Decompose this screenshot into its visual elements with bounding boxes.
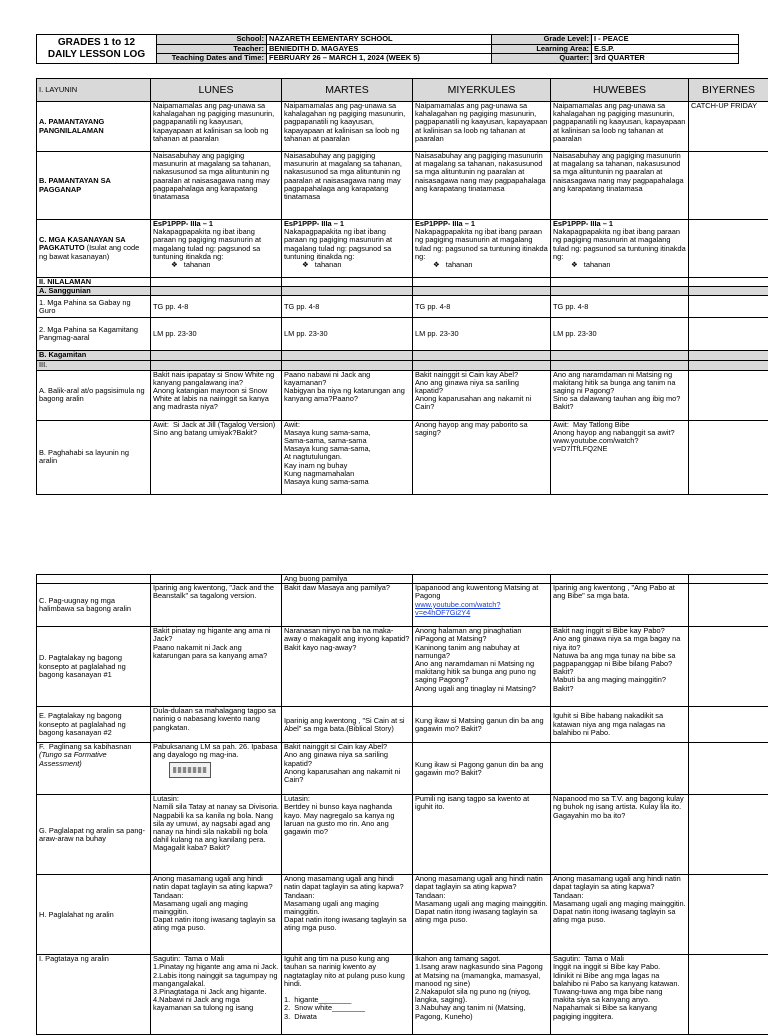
row-label: A. Balik-aral at/o pagsisimula ng bagong aralin [37,370,151,420]
cell-lunes: Iparinig ang kwentong, "Jack and the Beanstalk" sa tagalong version. [151,584,282,627]
row-label: III. [37,361,151,370]
cell-huwebes: Iguhit si Bibe habang nakadikit sa katawan niya ang mga nalagas na balahibo ni Pabo. [551,707,689,743]
cell-martes: Bakit nainggit si Cain kay Abel? Ano ang ginawa niya sa sariling kapatid? Anong kaparusahan ang nakamit ni Cain? [282,743,413,795]
cell-martes: Awit: Masaya kung sama-sama, Sama-sama, sama-sama Masaya kung sama-sama, At nagtutulungan. Kay inam ng buhay Kung nagmamahalan Masaya kung sama-sama [282,420,413,494]
cell-lunes: Naisasabuhay ang pagiging masunurin at magalang sa tahanan, nakasusunod sa mga alituntunin ng paaralan at naisasagawa nang may pagpapahalaga ang karapatang tinatamasa [151,152,282,220]
row-label: II. NILALAMAN [37,278,151,287]
col-lunes: LUNES [151,79,282,102]
row-label-note: (Tungo sa Formative Assessment) [39,751,148,767]
cell-lunes: TG pp. 4-8 [151,296,282,318]
log-title [37,35,157,64]
cell-martes: TG pp. 4-8 [282,296,413,318]
cell-huwebes: Naipamamalas ang pag-unawa sa kahalagahan ng pagiging masunurin, pagpapanatili ng kaayusan, kapayapaan at kalinisan sa loob ng tahanan at paaralan [551,102,689,152]
quarter-label: Quarter: [492,54,592,64]
cell-lunes [151,743,282,795]
cell-huwebes: Naisasabuhay ang pagiging masunurin at magalang sa tahanan, nakasusunod sa mga alituntunin ng paaralan at naisasagawa nang may pagpapahalaga ang karapatang tinatamasa [551,152,689,220]
row-pagtalakay-2 [37,707,768,743]
dates-label: Teaching Dates and Time: [157,54,267,64]
video-instruction: Ipapanood ang kuwentong Matsing at Pagong [415,584,540,601]
cell-lunes: Dula-dulaan sa mahalagang tagpo sa narinig o nabasang kwento nang pangkatan. [151,707,282,743]
cell-martes: Naranasan ninyo na ba na maka-away o makagalit ang inyong kapatid? Bakit kayo nag-away? [282,627,413,707]
row-label [37,220,151,278]
row-paglalapat [37,795,768,875]
area-label: Learning Area: [492,44,592,54]
row-label: I. Pagtataya ng aralin [37,955,151,1035]
cell-lunes: Anong masamang ugali ang hindi natin dapat taglayin sa ating kapwa? Tandaan: Masamang ugali ang maging mainggitin. Dapat natin itong iwasang taglayin sa ating mga puso. [151,875,282,955]
cell-lunes: Awit: Si Jack at Jill (Tagalog Version) Sino ang batang umiyak?Bakit? [151,420,282,494]
row-label-main: F. Paglinang sa kabihasnan [39,743,148,751]
grade-label: Grade Level: [492,35,592,45]
col-layunin: I. LAYUNIN [37,79,151,102]
competency-item: ❖ tahanan [415,260,473,269]
cell-huwebes: Bakit nag inggit si Bibe kay Pabo? Ano ang ginawa niya sa mga bagay na niya ito? Natuwa ba ang mga tunay na bibe sa pagpapanggap ni Bibe bilang Pabo? Bakit? Mabuti ba ang maging mainggitin? Bakit? [551,627,689,707]
row-paglalahat [37,875,768,955]
row-label: G. Paglalapat ng aralin sa pang-araw-araw na buhay [37,795,151,875]
cell-martes: Iguhit ang tim na puso kung ang tauhan sa narinig kwento ay nagtataglay nito at pulang puso kung hindi. 1. higante________ 2. Snow white________ 3. Diwata [282,955,413,1035]
competency-item: ❖ tahanan [153,260,211,269]
row-paglinang [37,743,768,795]
competency-code: EsP1PPP- IIIa – 1 [284,220,344,229]
row-label: B. PAMANTAYAN SA PAGGANAP [37,152,151,220]
cell-martes: Anong masamang ugali ang hindi natin dapat taglayin sa ating kapwa? Tandaan: Masamang ugali ang maging mainggitin. Dapat natin itong iwasang taglayin sa ating mga puso. [282,875,413,955]
cell-miyerkules: Ikahon ang tamang sagot. 1.Isang araw nagkasundo sina Pagong at Matsing na (mamangka, mamasyal, manood ng sine) 2.Nakapulot sila ng puno ng (niyog, langka, saging). 3.Nabuhay ang tanim ni (Matsing, Pagong, Kuneho) [413,955,551,1035]
row-pag-uugnay [37,584,768,627]
col-miyerkules: MIYERKULES [413,79,551,102]
cell-miyerkules: Naipamamalas ang pag-unawa sa kahalagahan ng pagiging masunurin, pagpapanatili ng kaayusan, kapayapaan at kalinisan sa loob ng tahanan at paaralan [413,102,551,152]
row-label [37,743,151,795]
row-label: A. Sanggunian [37,287,151,296]
competency-text: Nakapagpapakita ng ibat ibang paraan ng pagiging masunurin at magalang tulad ng: pagsunod sa tuntuning itinakda ng: [153,227,263,261]
school-label: School: [157,35,267,45]
row-sanggunian [37,287,768,296]
col-huwebes: HUWEBES [551,79,689,102]
row-label-main: C. MGA KASANAYAN SA PAGKATUTO [39,235,125,252]
cell-martes: Naisasabuhay ang pagiging masunurin at magalang sa tahanan, nakasusunod sa mga alituntunin ng paaralan at naisasagawa nang may pagpapahalaga ang karapatang tinatamasa [282,152,413,220]
cell-lunes: Lutasin: Namili sila Tatay at nanay sa Divisoria. Nagpabili ka sa kanila ng bola. Nang sila ay umuwi, ay nagsabi agad ang nanay na hindi sila nakabili ng bola dahil kulang na ang kanilang pera. Magagalit kaba? Bakit? [151,795,282,875]
quarter-value: 3rd QUARTER [592,54,739,64]
row-label: H. Paglalahat ng aralin [37,875,151,955]
cell-huwebes: Anong masamang ugali ang hindi natin dapat taglayin sa ating kapwa? Tandaan: Masamang ugali ang maging mainggitin. Dapat natin itong iwasang taglayin sa ating mga puso. [551,875,689,955]
row-label: B. Kagamitan [37,351,151,361]
row-balik-aral [37,370,768,420]
title-line-1: GRADES 1 to 12 [58,37,135,48]
cell-martes: Paano nabawi ni Jack ang kayamanan? Nabigyan ba niya ng katarungan ang kanyang ama?Paano? [282,370,413,420]
cell-biyernes: CATCH-UP FRIDAY [689,102,768,152]
cell-miyerkules: LM pp. 23-30 [413,318,551,351]
cell-huwebes: Awit: May Tatlong Bibe Anong hayop ang nabanggit sa awit? www.youtube.com/watch?v=D7lTfLFQ2NE [551,420,689,494]
header-table [36,34,739,64]
cell-huwebes: Sagutin: Tama o Mali Inggit na inggit si Bibe kay Pabo. Idinikit ni Bibe ang mga lagas na balahibo ni Pabo sa kanyang katawan. Tuwang-tuwa ang mga bibe nang makita siya sa kanyang anyo. Napahamak si Bibe sa kanyang pagiging inggitera. [551,955,689,1035]
row-pagtataya [37,955,768,1035]
cell-martes: Naipamamalas ang pag-unawa sa kahalagahan ng pagiging masunurin, pagpapanatili ng kaayusan, kapayapaan at kalinisan sa loob ng tahanan at paaralan [282,102,413,152]
cell-miyerkules: Naisasabuhay ang pagiging masunurin at magalang sa tahanan, nakasusunod sa mga alituntunin ng paaralan at naisasagawa nang may pagpapahalaga ang karapatang tinatamasa [413,152,551,220]
competency-code: EsP1PPP- IIIa – 1 [415,220,475,229]
row-label: B. Paghahabi sa layunin ng aralin [37,420,151,494]
cell-huwebes: TG pp. 4-8 [551,296,689,318]
row-label: 1. Mga Pahina sa Gabay ng Guro [37,296,151,318]
teacher-value: BENIEDITH D. MAGAYES [267,44,492,54]
area-value: E.S.P. [592,44,739,54]
row-label-note: (Isulat ang code ng bawat kasanayan) [39,243,139,260]
row-kagamitang-pangmag-aaral [37,318,768,351]
row-iii [37,361,768,370]
row-label: C. Pag-uugnay ng mga halimbawa sa bagong aralin [37,584,151,627]
competency-text: Nakapagpapakita ng ibat ibang paraan ng pagiging masunurin at magalang tulad ng: pagsunod sa tuntuning itinakda ng: [553,227,688,261]
col-biyernes: BIYERNES [689,79,768,102]
dialog-image [169,762,211,778]
competency-text: Nakapagpapakita ng ibat ibang paraan ng pagiging masunurin at magalang tulad ng: pagsunod sa tuntuning itinakda ng: [284,227,394,261]
competency-item: ❖ tahanan [553,260,611,269]
video-link[interactable]: www.youtube.com/watch?v=e4hOF7Gi2Y4 [415,600,500,617]
cell-lunes: Bakit pinatay ng higante ang ama ni Jack? Paano nakamit ni Jack ang katarungan para sa kanyang ama? [151,627,282,707]
cell-miyerkules: Bakit nainggit si Cain kay Abel? Ano ang ginawa niya sa sariling kapatid? Anong kaparusahan ang nakamit ni Cain? [413,370,551,420]
cell-martes: Ang buong pamilya [282,575,413,584]
cell-huwebes [551,220,689,278]
cell-huwebes: Ano ang naramdaman ni Matsing ng makitang hitik sa bunga ang tanim na saging ni Pagong? Sino sa dalawang tauhan ang ibig mo? Bakit? [551,370,689,420]
cell-miyerkules: Anong hayop ang may paborito sa saging? [413,420,551,494]
row-nilalaman [37,278,768,287]
activity-text: Pabuksanang LM sa pah. 26. Ipabasa ang dayalogo ng mag-ina. [153,743,280,760]
row-label: D. Pagtalakay ng bagong konsepto at paglalahad ng bagong kasanayan #1 [37,627,151,707]
column-header-row [37,79,768,102]
lesson-table-top [36,78,768,495]
cell-biyernes [689,220,768,278]
row-kagamitan [37,351,768,361]
row-label: E. Pagtalakay ng bagong konsepto at paglalahad ng bagong kasanayan #2 [37,707,151,743]
competency-text: Nakapagpapakita ng ibat ibang paraan ng pagiging masunurin at magalang tulad ng: pagsunod sa tuntuning itinakda ng: [415,227,550,261]
col-martes: MARTES [282,79,413,102]
cell-miyerkules: Kung ikaw si Matsing ganun din ba ang gagawin mo? Bakit? [413,707,551,743]
grade-value: I - PEACE [592,35,739,45]
row-pamantayang-pangnilalaman [37,102,768,152]
cell-miyerkules [413,220,551,278]
cell-miyerkules [413,584,551,627]
cell-miyerkules: Pumili ng isang tagpo sa kwento at iguhit ito. [413,795,551,875]
competency-code: EsP1PPP- IIIa – 1 [553,220,613,229]
cell-martes: Bakit daw Masaya ang pamilya? [282,584,413,627]
row-kasanayan-sa-pagkatuto [37,220,768,278]
row-pagtalakay-1 [37,627,768,707]
row-continued [37,575,768,584]
cell-martes: LM pp. 23-30 [282,318,413,351]
row-gabay-ng-guro [37,296,768,318]
cell-huwebes: Napanood mo sa T.V. ang bagong kulay ng buhok ng isang artista. Kulay lila ito. Gagayahin mo ba ito? [551,795,689,875]
teacher-label: Teacher: [157,44,267,54]
row-label: 2. Mga Pahina sa Kagamitang Pangmag-aaral [37,318,151,351]
cell-lunes: Naipamamalas ang pag-unawa sa kahalagahan ng pagiging masunurin, pagpapanatili ng kaayusan, kapayapaan at kalinisan sa loob ng tahanan at paaralan [151,102,282,152]
row-label: A. PAMANTAYANG PANGNILALAMAN [37,102,151,152]
row-pamantayan-sa-pagganap [37,152,768,220]
competency-code: EsP1PPP- IIIa – 1 [153,220,213,229]
cell-biyernes [689,152,768,220]
cell-martes: Lutasin: Bertdey ni bunso kaya naghanda kayo. May nagregalo sa kanya ng laruan na gusto mo rin. Ano ang gagawin mo? [282,795,413,875]
competency-item: ❖ tahanan [284,260,342,269]
cell-lunes [151,220,282,278]
cell-miyerkules: TG pp. 4-8 [413,296,551,318]
cell-lunes: Sagutin: Tama o Mali 1.Pinatay ng higante ang ama ni Jack. 2.Labis itong nainggit sa tagumpay ng mangangalakal. 3.Pinagtataga ni Jack ang higante. 4.Nabawi ni Jack ang mga kayamanan sa tulong ng isang [151,955,282,1035]
cell-miyerkules: Kung ikaw si Pagong ganun din ba ang gagawin mo? Bakit? [413,743,551,795]
cell-huwebes: LM pp. 23-30 [551,318,689,351]
cell-huwebes: Iparinig ang kwentong , "Ang Pabo at ang Bibe" sa mga bata. [551,584,689,627]
lesson-table-continued [36,574,768,1035]
cell-miyerkules: Anong masamang ugali ang hindi natin dapat taglayin sa ating kapwa? Tandaan: Masamang ugali ang maging mainggitin. Dapat natin itong iwasang taglayin sa ating mga puso. [413,875,551,955]
row-paghahabi [37,420,768,494]
cell-miyerkules: Anong halaman ang pinaghatian niPagong at Matsing? Kaninong tanim ang nabuhay at namunga? Ano ang naramdaman ni Matsing ng makitang hitik sa bunga ang puno ng saging Pagong? Anong ugali ang tinaglay ni Matsing? [413,627,551,707]
title-line-2: DAILY LESSON LOG [48,49,145,60]
cell-martes [282,220,413,278]
school-value: NAZARETH EEMENTARY SCHOOL [267,35,492,45]
cell-lunes: Bakit nais ipapatay si Snow White ng kanyang pangalawang ina? Anong katangian mayroon si Snow White at labis na naiinggit sa kanya ang madrasta niya? [151,370,282,420]
cell-lunes: LM pp. 23-30 [151,318,282,351]
dates-value: FEBRUARY 26 – MARCH 1, 2024 (WEEK 5) [267,54,492,64]
cell-martes: Iparinig ang kwentong , "Si Cain at si Abel" sa mga bata.(Biblical Story) [282,707,413,743]
